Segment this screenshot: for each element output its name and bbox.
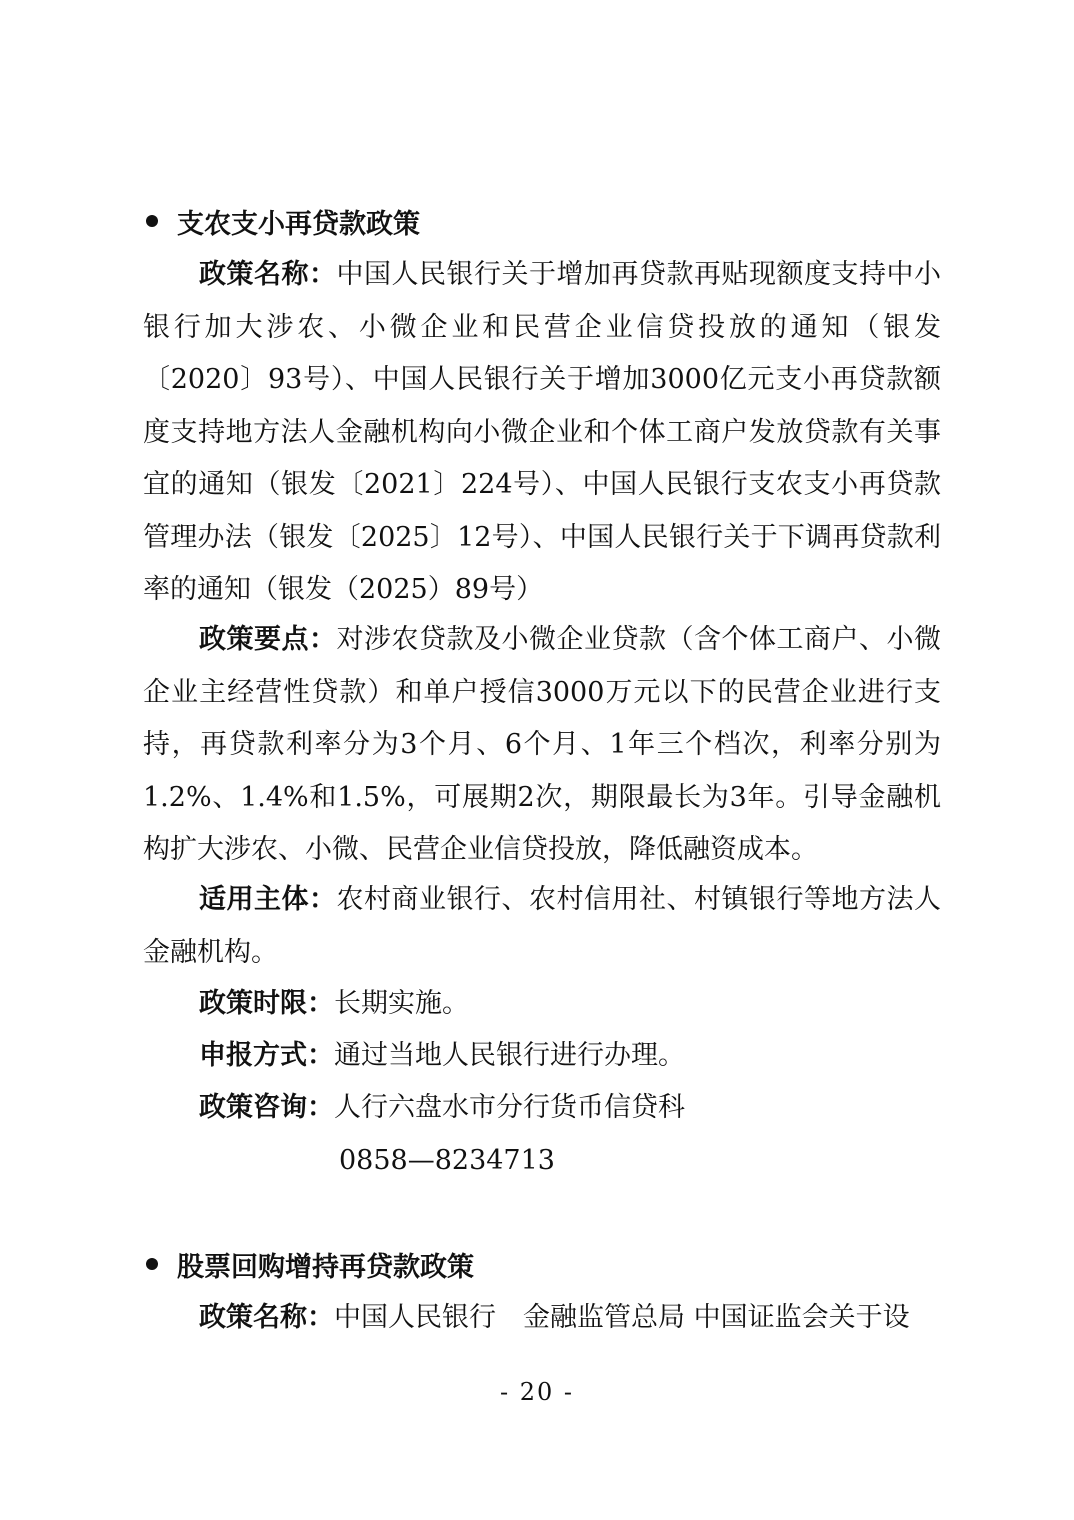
policy-points-label: 政策要点： bbox=[199, 624, 337, 655]
section-heading bbox=[143, 199, 420, 243]
section-title: 股票回购增持再贷款政策 bbox=[177, 1251, 474, 1283]
policy-name-label: 政策名称： bbox=[199, 259, 337, 290]
bullet-icon bbox=[146, 215, 158, 227]
policy-consult-line bbox=[199, 1082, 685, 1135]
policy-name-text: 中国人民银行 金融监管总局 中国证监会关于设 bbox=[334, 1302, 910, 1333]
section-heading bbox=[143, 1242, 474, 1286]
applicable-subject-paragraph bbox=[143, 874, 941, 979]
application-method-label: 申报方式： bbox=[199, 1040, 334, 1071]
consult-phone: 0858—8234713 bbox=[339, 1145, 555, 1176]
application-method-line bbox=[199, 1030, 685, 1083]
page-number: - 20 - bbox=[499, 1378, 574, 1406]
policy-points-paragraph bbox=[143, 614, 941, 877]
section-title: 支农支小再贷款政策 bbox=[177, 208, 420, 240]
policy-term-label: 政策时限： bbox=[199, 988, 334, 1019]
policy-name-line bbox=[199, 1292, 910, 1345]
application-method-text: 通过当地人民银行进行办理。 bbox=[334, 1040, 685, 1071]
applicable-subject-text: 农村商业银行、农村信用社、村镇银行等地方法人金融机构。 bbox=[143, 884, 941, 968]
policy-term-line bbox=[199, 978, 469, 1031]
policy-consult-label: 政策咨询： bbox=[199, 1092, 334, 1123]
policy-consult-text: 人行六盘水市分行货币信贷科 bbox=[334, 1092, 685, 1123]
policy-points-text: 对涉农贷款及小微企业贷款（含个体工商户、小微企业主经营性贷款）和单户授信3000万元以下的民营企业进行支持，再贷款利率分为3个月、6个月、1年三个档次，利率分别为1.2%、1.4%和1.5%，可展期2次，期限最长为3年。引导金融机构扩大涉农、小微、民营企业信贷投放，降低融资成本。 bbox=[143, 624, 941, 865]
policy-name-text: 中国人民银行关于增加再贷款再贴现额度支持中小银行加大涉农、小微企业和民营企业信贷投放的通知（银发〔2020〕93号）、中国人民银行关于增加3000亿元支小再贷款额度支持地方法人金融机构向小微企业和个体工商户发放贷款有关事宜的通知（银发〔2021〕224号）、中国人民银行支农支小再贷款管理办法（银发〔2025〕12号）、中国人民银行关于下调再贷款利率的通知（银发（2025）89号） bbox=[143, 259, 941, 605]
policy-name-paragraph bbox=[143, 249, 941, 617]
policy-name-label: 政策名称： bbox=[199, 1302, 334, 1333]
bullet-icon bbox=[146, 1258, 158, 1270]
applicable-subject-label: 适用主体： bbox=[199, 884, 337, 915]
policy-term-text: 长期实施。 bbox=[334, 988, 469, 1019]
